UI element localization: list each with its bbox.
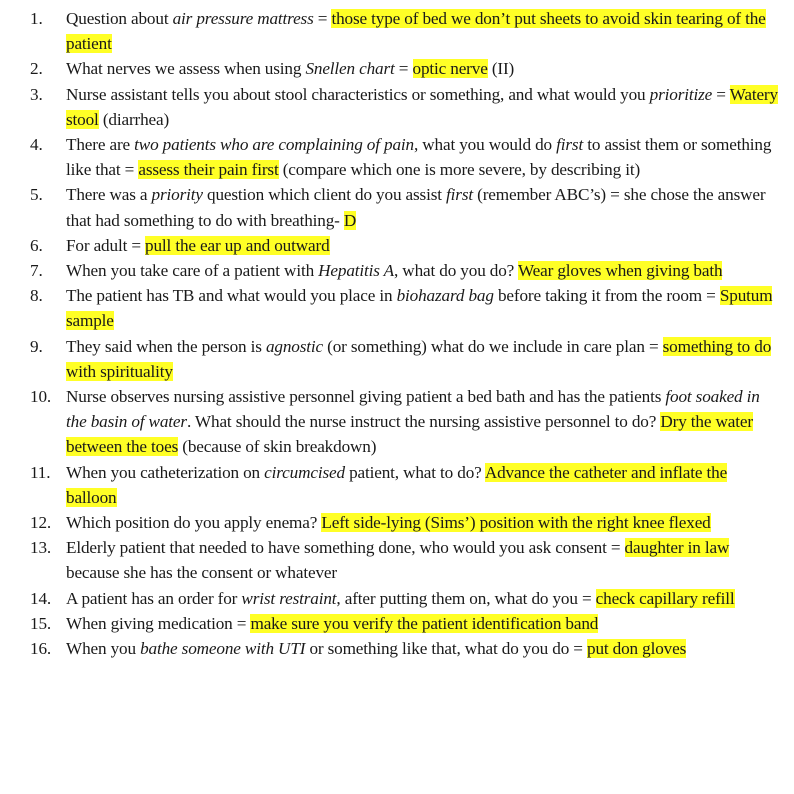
highlighted-answer: Left side-lying (Sims’) position with the right knee flexed — [321, 513, 711, 533]
text-segment: or something like that, what do you do = — [305, 639, 587, 659]
italic-term: foot soaked in the basin of water — [66, 387, 760, 432]
item-number: 14. — [30, 588, 52, 608]
text-segment: When you catheterization on — [66, 462, 265, 482]
highlighted-answer: put don gloves — [587, 639, 687, 659]
list-item — [30, 132, 778, 182]
highlighted-answer: Dry the water between the toes — [66, 412, 753, 457]
text-segment: (diarrhea) — [98, 109, 170, 129]
text-segment: (compare which one is more severe, by describing it) — [278, 160, 641, 180]
list-item — [30, 6, 778, 56]
item-number: 5. — [30, 185, 43, 205]
text-segment: , what do you do? — [394, 261, 518, 281]
text-segment: (or something) what do we include in care plan = — [323, 336, 663, 356]
item-number: 13. — [30, 538, 52, 558]
list-item — [30, 586, 778, 611]
italic-term: air pressure mattress — [172, 9, 314, 28]
text-segment: Nurse assistant tells you about stool characteristics or something, and what would you — [66, 84, 650, 104]
text-segment: Question about — [66, 9, 173, 28]
italic-term: Snellen chart — [305, 59, 395, 79]
list-item — [30, 460, 778, 510]
highlighted-answer: D — [343, 210, 357, 230]
list-item — [30, 233, 778, 258]
item-text — [66, 286, 772, 330]
item-text — [66, 185, 765, 229]
list-item — [30, 258, 778, 283]
item-text — [66, 614, 598, 633]
list-item — [30, 384, 778, 460]
text-segment: (II) — [487, 59, 515, 79]
item-number: 1. — [30, 9, 43, 28]
item-text — [66, 337, 771, 381]
text-segment: When giving medication = — [66, 613, 251, 633]
text-segment: to assist them or something like that = — [66, 135, 772, 180]
item-number: 3. — [30, 84, 43, 104]
item-number: 9. — [30, 336, 43, 356]
item-number: 15. — [30, 613, 52, 633]
text-segment: When you take care of a patient with — [66, 261, 319, 281]
text-segment: Elderly patient that needed to have something done, who would you ask consent = — [66, 538, 625, 558]
text-segment: For adult = — [66, 235, 146, 255]
item-text — [66, 261, 722, 280]
item-number: 8. — [30, 286, 43, 306]
highlighted-answer: pull the ear up and outward — [145, 235, 330, 255]
item-text — [66, 589, 735, 608]
item-text — [66, 135, 771, 179]
text-segment: There are — [66, 135, 135, 155]
text-segment: (remember ABC’s) = she chose the answer that had something to do with breathing- — [66, 185, 766, 230]
list-item — [30, 535, 778, 585]
text-segment: patient, what to do? — [344, 462, 485, 482]
list-item — [30, 283, 778, 333]
item-number: 12. — [30, 513, 52, 533]
item-text — [66, 9, 766, 53]
highlighted-answer: daughter in law — [624, 538, 730, 558]
item-number: 7. — [30, 261, 43, 281]
italic-term: priority — [151, 185, 203, 205]
item-number: 2. — [30, 59, 43, 79]
list-item — [30, 510, 778, 535]
text-segment: . What should the nurse instruct the nursing assistive personnel to do? — [186, 412, 661, 432]
item-number: 16. — [30, 639, 52, 659]
item-number: 6. — [30, 235, 43, 255]
italic-term: circumcised — [264, 462, 345, 482]
text-segment: because she has the consent or whatever — [66, 563, 337, 583]
italic-term: first — [446, 185, 473, 205]
text-segment: = — [313, 9, 332, 28]
text-segment: Which position do you apply enema? — [66, 513, 322, 533]
text-segment: = — [712, 84, 730, 104]
italic-term: prioritize — [649, 84, 713, 104]
item-text — [66, 463, 727, 507]
item-number: 11. — [30, 462, 51, 482]
highlighted-answer: optic nerve — [412, 59, 488, 79]
text-segment: They said when the person is — [66, 336, 266, 356]
italic-term: two patients who are complaining of pain — [134, 135, 414, 155]
highlighted-answer: check capillary refill — [595, 588, 735, 608]
item-text — [66, 387, 760, 456]
highlighted-answer: Wear gloves when giving bath — [517, 261, 723, 281]
highlighted-answer: Sputum sample — [66, 286, 773, 331]
text-segment: (because of skin breakdown) — [178, 437, 377, 457]
text-segment: What nerves we assess when using — [66, 59, 306, 79]
list-item — [30, 82, 778, 132]
text-segment: question which client do you assist — [202, 185, 447, 205]
text-segment: The patient has TB and what would you place in — [66, 286, 397, 306]
list-item — [30, 334, 778, 384]
item-text — [66, 236, 330, 255]
item-text — [66, 85, 778, 129]
text-segment: , what you would do — [413, 135, 557, 155]
list-item — [30, 56, 778, 81]
highlighted-answer: Advance the catheter and inflate the balloon — [66, 462, 728, 507]
item-number: 10. — [30, 387, 52, 407]
text-segment: There was a — [66, 185, 152, 205]
italic-term: Hepatitis A — [318, 261, 395, 281]
text-segment: When you — [66, 639, 141, 659]
highlighted-answer: something to do with spirituality — [66, 336, 772, 381]
question-answer-list — [30, 6, 778, 661]
text-segment: A patient has an order for — [66, 588, 242, 608]
item-number: 4. — [30, 135, 43, 155]
italic-term: agnostic — [265, 336, 323, 356]
highlighted-answer: make sure you verify the patient identification band — [250, 613, 599, 633]
text-segment: before taking it from the room = — [493, 286, 720, 306]
italic-term: wrist restraint — [241, 588, 337, 608]
highlighted-answer: those type of bed we don’t put sheets to avoid skin tearing of the patient — [66, 9, 766, 54]
text-segment: Nurse observes nursing assistive personnel giving patient a bed bath and has the patients — [66, 387, 666, 407]
list-item — [30, 182, 778, 232]
item-text — [66, 538, 729, 582]
highlighted-answer: Watery stool — [66, 84, 778, 129]
italic-term: bathe someone with UTI — [140, 639, 306, 659]
item-text — [66, 639, 686, 658]
list-item — [30, 611, 778, 636]
italic-term: first — [556, 135, 584, 155]
highlighted-answer: assess their pain first — [138, 160, 279, 180]
list-item — [30, 636, 778, 661]
item-text — [66, 59, 514, 78]
text-segment: = — [394, 59, 413, 79]
item-text — [66, 513, 711, 532]
italic-term: biohazard bag — [396, 286, 494, 306]
text-segment: , after putting them on, what do you = — [336, 588, 596, 608]
